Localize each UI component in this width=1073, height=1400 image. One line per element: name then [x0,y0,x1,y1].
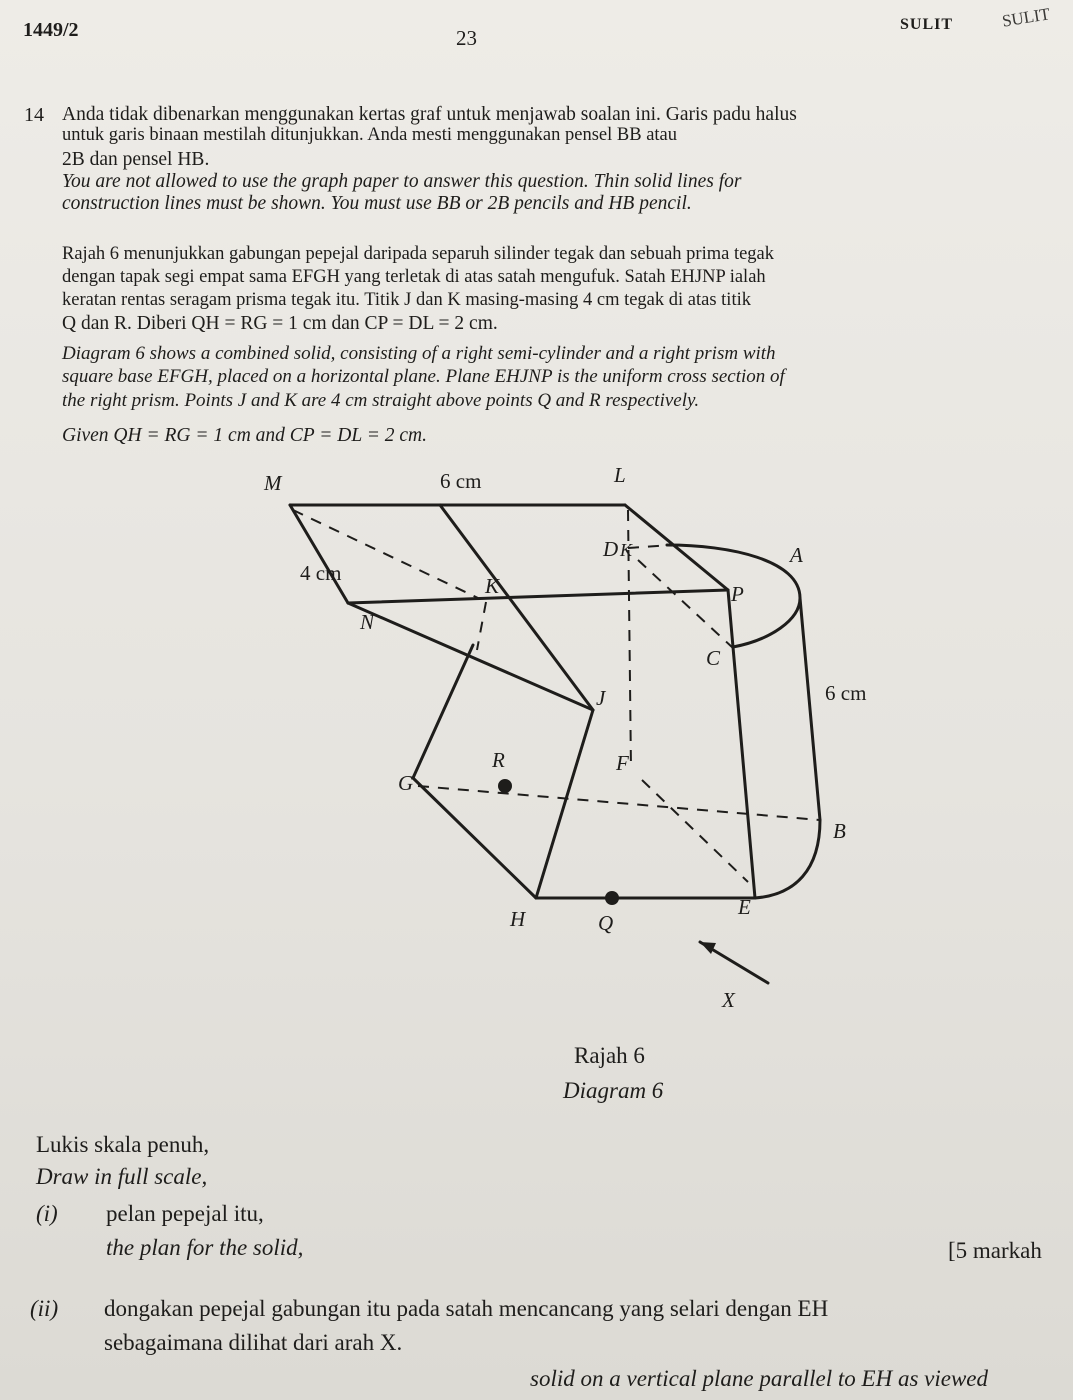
english-description-4: Given QH = RG = 1 cm and CP = DL = 2 cm. [62,425,427,446]
english-instruction-1: You are not allowed to use the graph paper to answer this question. Thin solid lines for [62,171,742,192]
dimension-right-6cm: 6 cm [825,681,867,705]
edge-KJ-top [440,505,593,710]
edge-GH [413,778,536,898]
edge-cylinder-side [800,598,820,820]
label-F: F [616,751,629,775]
label-X: X [722,988,735,1012]
label-C: C [706,646,721,670]
point-Q [605,891,619,905]
label-N: N [360,610,375,634]
arrow-x-head [700,942,716,954]
label-A: A [790,543,803,567]
hidden-edge-FE [642,780,748,882]
label-K-top: K [620,540,633,560]
label-H: H [510,907,526,931]
caption-rajah: Rajah 6 [574,1043,645,1068]
english-description-3: the right prism. Points J and K are 4 cm straight above points Q and R respectively. [62,390,700,411]
label-L: L [614,463,626,487]
hidden-edge-K-vertical [477,602,486,650]
part-ii-english-partial: solid on a vertical plane parallel to EH as viewed [530,1366,989,1391]
malay-instruction-2: untuk garis binaan mestilah ditunjukkan. Anda mesti menggunakan pensel BB atau [62,125,678,145]
malay-description-1: Rajah 6 menunjukkan gabungan pepejal daripada separuh silinder tegak dan sebuah prima tegak [62,244,775,264]
label-G: G [398,771,414,795]
arc-bottom-semicylinder [755,820,820,898]
edge-NP [348,590,728,603]
dimension-top-6cm: 6 cm [440,469,482,493]
malay-description-2: dengan tapak segi empat sama EFGH yang terletak di atas satah mengufuk. Satah EHJNP ialah [62,267,766,287]
label-E: E [738,895,751,919]
hidden-edge-DC [638,560,733,648]
part-ii-malay-1: dongakan pepejal gabungan itu pada satah mencancang yang selari dengan EH [104,1296,829,1321]
point-R [498,779,512,793]
english-description-1: Diagram 6 shows a combined solid, consisting of a right semi-cylinder and a right prism with [62,343,776,364]
edge-PE [728,590,755,898]
malay-instruction-1: Anda tidak dibenarkan menggunakan kertas graf untuk menjawab soalan ini. Garis padu halus [62,104,797,125]
part-i-marks: [5 markah [948,1238,1042,1263]
page-number: 23 [456,26,477,50]
label-M: M [264,471,282,495]
part-ii-malay-2: sebagaimana dilihat dari arah X. [104,1330,403,1355]
dimension-left-4cm: 4 cm [300,561,342,585]
malay-instruction-3: 2B dan pensel HB. [62,149,210,170]
question-number: 14 [24,104,44,126]
sulit-stamp: SULIT [900,16,954,33]
english-instruction-2: construction lines must be shown. You must use BB or 2B pencils and HB pencil. [62,193,692,214]
english-description-2: square base EFGH, placed on a horizontal plane. Plane EHJNP is the uniform cross section of [62,366,785,387]
edge-slant-G [413,645,473,778]
edge-NJ [348,603,593,710]
edge-MN [290,505,348,603]
edge-JH [536,710,593,898]
caption-diagram: Diagram 6 [563,1078,664,1103]
part-i-english: the plan for the solid, [106,1235,304,1260]
malay-description-3: keratan rentas seragam prisma tegak itu. Titik J dan K masing-masing 4 cm tegak di atas titik [62,290,751,310]
label-K: K [485,574,500,598]
label-Q: Q [598,911,614,935]
hidden-edge-GB [418,786,820,820]
hidden-edge-D-arc [628,545,672,548]
label-P: P [731,582,744,606]
task-instruction-english: Draw in full scale, [36,1164,208,1189]
label-B: B [833,819,846,843]
paper-code: 1449/2 [23,19,79,41]
label-R: R [492,748,505,772]
label-J: J [596,686,606,710]
label-D: D [603,537,619,561]
part-ii-label: (ii) [30,1296,59,1321]
sulit-corner-stamp: SULIT [1000,4,1052,31]
task-instruction-malay: Lukis skala penuh, [36,1132,210,1157]
malay-description-4: Q dan R. Diberi QH = RG = 1 cm dan CP = DL = 2 cm. [62,313,498,334]
part-i-malay: pelan pepejal itu, [106,1201,264,1226]
part-i-label: (i) [36,1201,58,1226]
